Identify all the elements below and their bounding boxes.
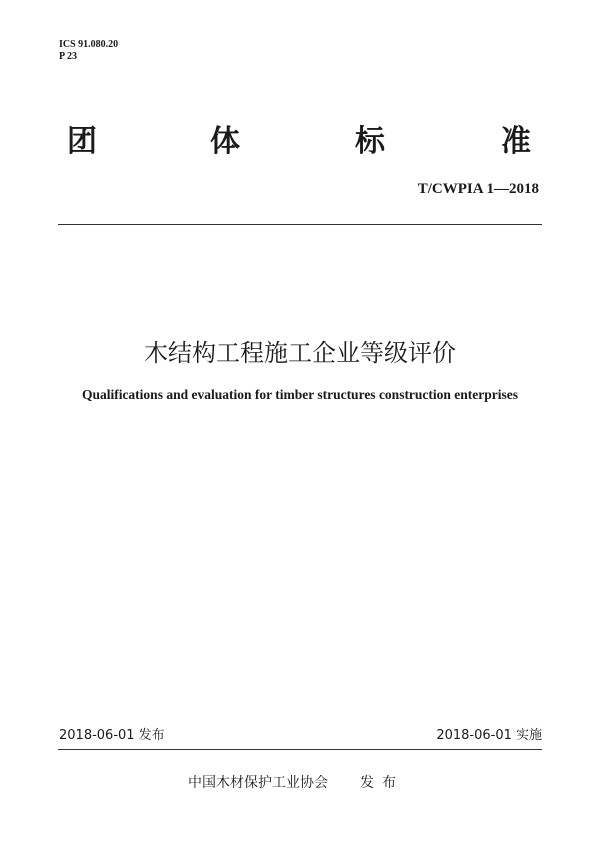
top-divider <box>58 224 542 225</box>
ccs-code: P 23 <box>59 51 78 62</box>
standard-type-char: 标 <box>355 124 385 159</box>
standard-type-char: 体 <box>210 124 240 159</box>
publisher-line <box>188 772 404 792</box>
standard-type-char: 准 <box>501 124 531 159</box>
standard-type-char: 团 <box>67 124 97 159</box>
bottom-divider <box>58 749 542 750</box>
ics-code: ICS 91.080.20 <box>59 39 119 50</box>
document-title-chinese: 木结构工程施工企业等级评价 <box>144 339 456 367</box>
publisher-action: 发布 <box>360 775 404 791</box>
standard-type-heading <box>0 124 600 164</box>
implement-date: 2018-06-01 实施 <box>436 728 542 743</box>
publish-date: 2018-06-01 发布 <box>59 728 165 743</box>
publisher-name: 中国木材保护工业协会 <box>188 775 328 791</box>
document-title-english: Qualifications and evaluation for timber structures construction enterprises <box>81 387 519 402</box>
standard-number: T/CWPIA 1—2018 <box>417 181 539 197</box>
classification-codes <box>59 39 118 63</box>
